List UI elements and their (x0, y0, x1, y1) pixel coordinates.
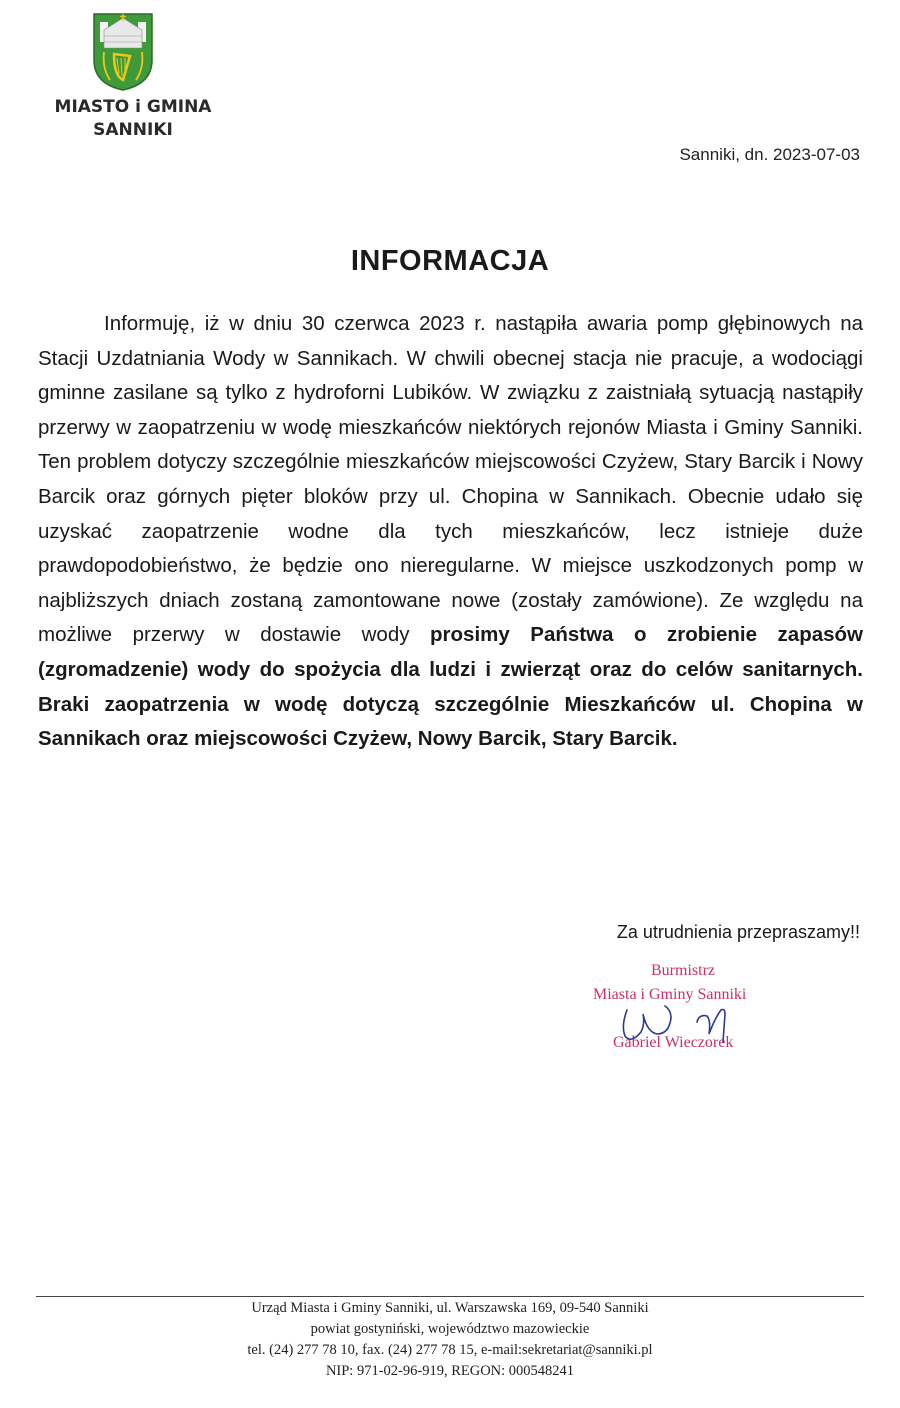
signature-office: Miasta i Gminy Sanniki (593, 986, 747, 1003)
footer-divider (36, 1296, 864, 1297)
footer-region: powiat gostyniński, województwo mazowieckie (310, 1321, 590, 1337)
document-date: Sanniki, dn. 2023-07-03 (679, 145, 860, 164)
footer-contact: tel. (24) 277 78 10, fax. (24) 277 78 15, e-mail:sekretariat@sanniki.pl (247, 1342, 653, 1358)
body-regular-text: Informuję, iż w dniu 30 czerwca 2023 r. nastąpiła awaria pomp głębinowych na Stacji Uzdatniania Wody w Sannikach. W chwili obecnej stacja nie pracuje, a wodociągi gminne zasilane są tylko z hydroforni Lubików. W związku z zaistniałą sytuacją nastąpiły przerwy w zaopatrzeniu w wodę mieszkańców niektórych rejonów Miasta i Gminy Sanniki. Ten problem dotyczy szczególnie mieszkańców miejscowości Czyżew, Stary Barcik i Nowy Barcik oraz górnych pięter bloków przy ul. Chopina w Sannikach. Obecnie udało się uzyskać zaopatrzenie wodne dla tych mieszkańców, lecz istnieje duże prawdopodobieństwo, że będzie ono nieregularne. W miejsce uszkodzonych pomp w najbliższych dniach zostaną zamontowane nowe (zostały zamówione). Ze względu na możliwe przerwy w dostawie wody (38, 312, 863, 647)
closing-text: Za utrudnienia przepraszamy!! (616, 922, 860, 942)
coat-of-arms-icon (92, 12, 154, 92)
handwritten-signature-icon (585, 962, 795, 1062)
org-name-line1: MIASTO i GMINA (54, 97, 212, 117)
footer (0, 1298, 900, 1382)
signature-name: Gabriel Wieczorek (613, 1034, 734, 1051)
document-title: INFORMACJA (350, 245, 550, 277)
footer-ids: NIP: 971-02-96-919, REGON: 000548241 (325, 1363, 575, 1379)
organization-name (38, 96, 228, 142)
signature-title: Burmistrz (651, 962, 715, 979)
signature-stamp (585, 962, 795, 1062)
org-name-line2: SANNIKI (93, 120, 173, 140)
document-body (38, 307, 863, 757)
body-bold-text: prosimy Państwa o zrobienie zapasów (zgromadzenie) wody do spożycia dla ludzi i zwierząt oraz do celów sanitarnych. Braki zaopatrzenia w wodę dotyczą szczególnie Mieszkańców ul. Chopina w Sannikach oraz miejscowości Czyżew, Nowy Barcik, Stary Barcik. (38, 623, 863, 751)
footer-address: Urząd Miasta i Gminy Sanniki, ul. Warszawska 169, 09-540 Sanniki (251, 1300, 649, 1316)
